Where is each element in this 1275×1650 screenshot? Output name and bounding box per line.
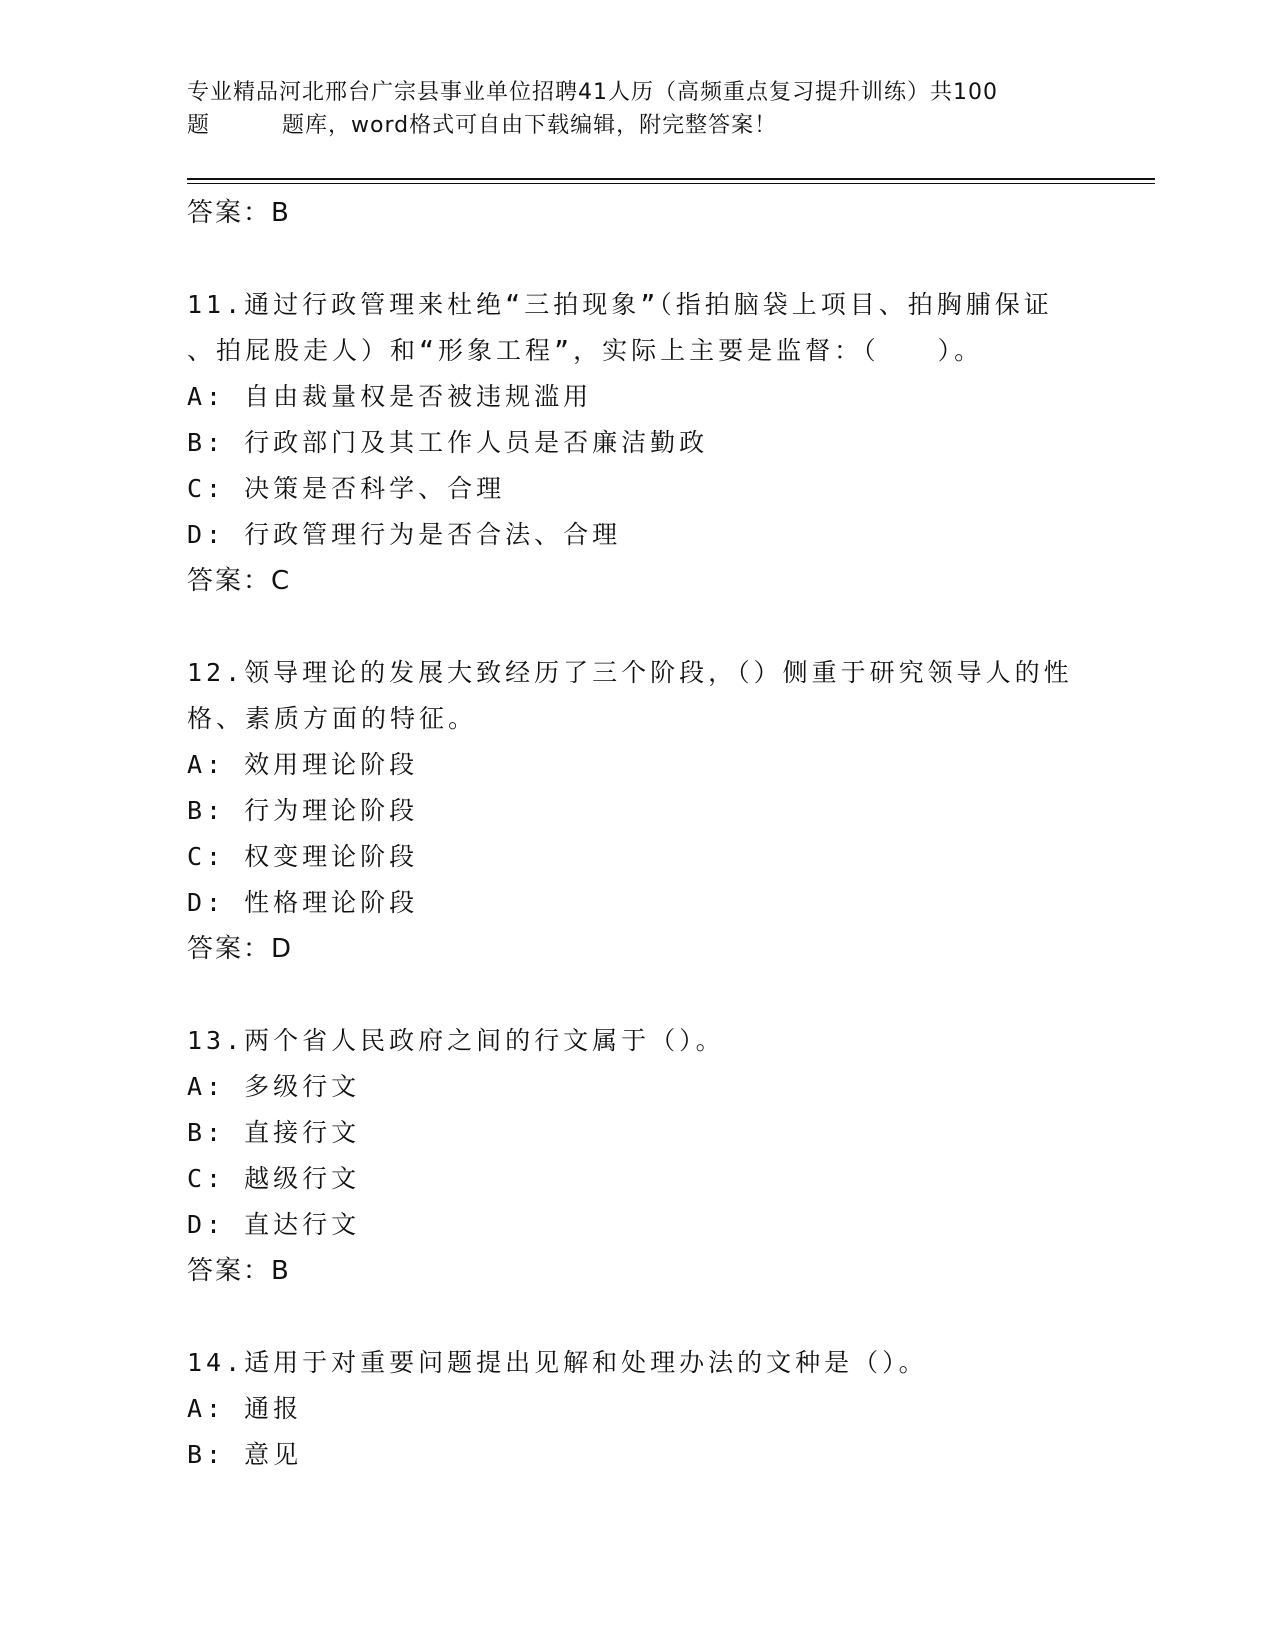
- header-line-2-right: 题库，word格式可自由下载编辑，附完整答案！: [282, 113, 778, 138]
- option-a: A: 效用理论阶段: [187, 750, 419, 779]
- header-line-2-left: 题: [187, 113, 211, 138]
- option-b: B: 直接行文: [187, 1118, 361, 1147]
- question-text-line: 12.领导理论的发展大致经历了三个阶段，（）侧重于研究领导人的性: [187, 658, 1073, 687]
- question-text-line: 14.适用于对重要问题提出见解和处理办法的文种是（）。: [187, 1348, 928, 1377]
- option-b: B: 行政部门及其工作人员是否廉洁勤政: [187, 428, 709, 457]
- header-line-1: 专业精品河北邢台广宗县事业单位招聘41人历（高频重点复习提升训练）共100: [187, 80, 998, 105]
- question-text-line: 11.通过行政管理来杜绝“三拍现象”（指拍脑袋上项目、拍胸脯保证: [187, 290, 1053, 319]
- question-text-line: 格、素质方面的特征。: [187, 704, 478, 733]
- page-header: [187, 76, 1087, 142]
- option-b: B: 行为理论阶段: [187, 796, 419, 825]
- question-text: [187, 650, 1087, 742]
- option-b: B: 意见: [187, 1440, 303, 1469]
- question-14: [187, 1340, 1087, 1478]
- question-text: [187, 1340, 1087, 1386]
- option-d: D: 行政管理行为是否合法、合理: [187, 520, 622, 549]
- question-text: [187, 282, 1087, 374]
- option-d: D: 性格理论阶段: [187, 888, 419, 917]
- option-c: C: 权变理论阶段: [187, 842, 419, 871]
- question-13: [187, 1018, 1087, 1294]
- question-text-line: 13.两个省人民政府之间的行文属于（）。: [187, 1026, 725, 1055]
- answer-line: 答案：D: [187, 934, 294, 964]
- option-a: A: 自由裁量权是否被违规滥用: [187, 382, 593, 411]
- question-11: [187, 282, 1087, 604]
- question-text: [187, 1018, 1087, 1064]
- answer-line: 答案：B: [187, 198, 291, 228]
- option-c: C: 决策是否科学、合理: [187, 474, 506, 503]
- answer-line: 答案：C: [187, 566, 292, 596]
- header-divider-thick: [187, 178, 1155, 180]
- question-text-line: 、拍屁股走人）和“形象工程”，实际上主要是监督：（ ）。: [187, 336, 984, 365]
- header-line-2: [187, 109, 1087, 142]
- option-d: D: 直达行文: [187, 1210, 361, 1239]
- header-divider-thin: [187, 183, 1155, 184]
- document-body: [187, 190, 1087, 1478]
- option-a: A: 通报: [187, 1394, 303, 1423]
- question-12: [187, 650, 1087, 972]
- option-a: A: 多级行文: [187, 1072, 361, 1101]
- answer-line: 答案：B: [187, 1256, 291, 1286]
- option-c: C: 越级行文: [187, 1164, 361, 1193]
